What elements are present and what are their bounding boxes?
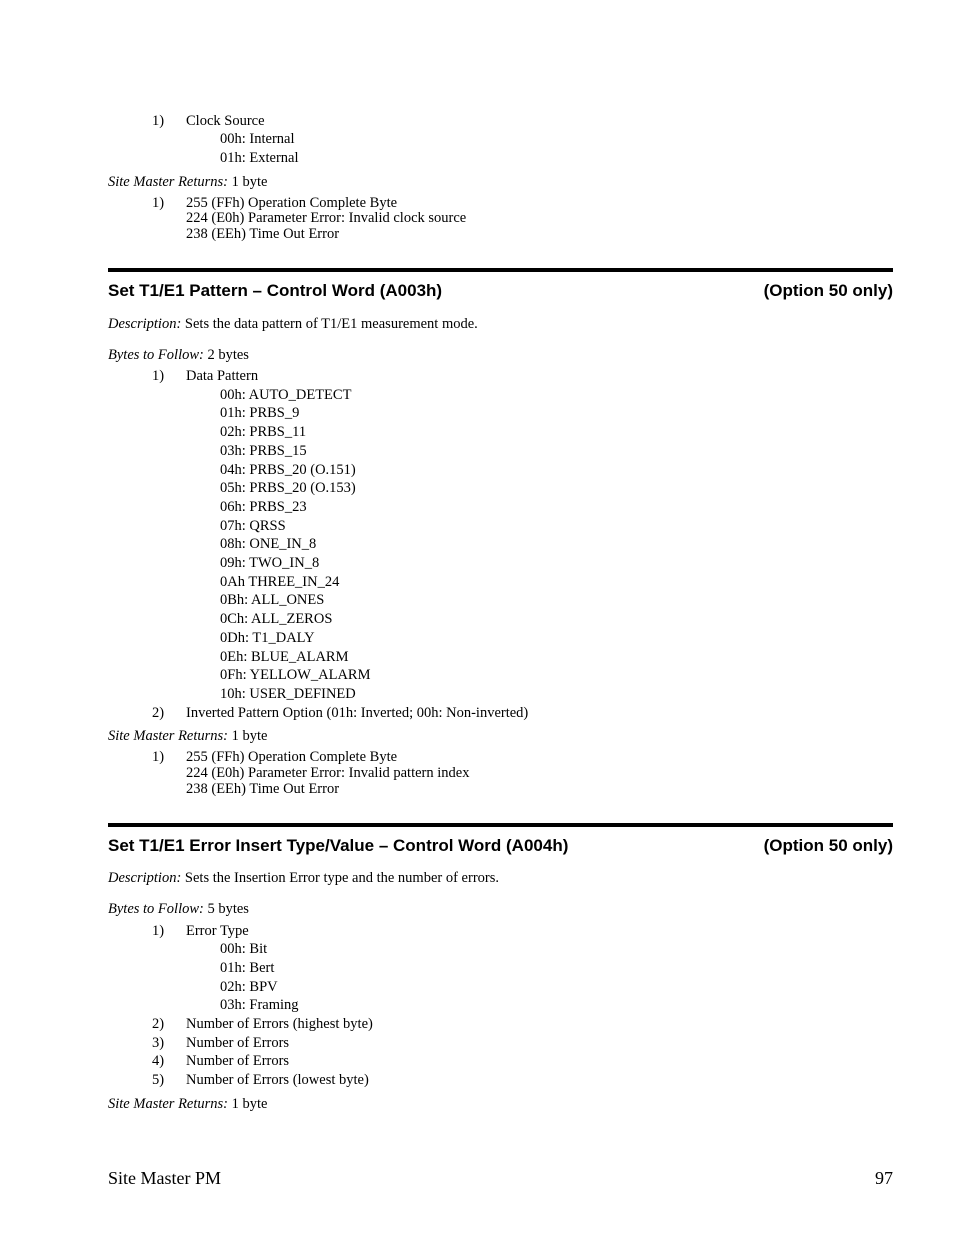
bytes-value: 2 bytes <box>207 347 249 363</box>
list-number: 1) <box>152 113 165 129</box>
param-text: Number of Errors <box>186 1053 290 1069</box>
section-heading <box>108 836 893 856</box>
list-number: 4) <box>152 1053 165 1069</box>
section-rule <box>108 823 893 827</box>
footer-product: Site Master PM <box>108 1168 222 1188</box>
page-number: 97 <box>875 1168 893 1188</box>
returns-value: 1 byte <box>231 728 268 744</box>
option-item: 02h: BPV <box>220 979 278 995</box>
option-item: 01h: PRBS_9 <box>220 405 300 421</box>
bytes-line <box>108 347 249 363</box>
option-item: 03h: Framing <box>220 997 299 1013</box>
bytes-label: Bytes to Follow: <box>108 901 204 917</box>
option-item: 10h: USER_DEFINED <box>220 686 356 702</box>
return-code: 224 (E0h) Parameter Error: Invalid clock source <box>186 210 467 226</box>
option-item: 0Bh: ALL_ONES <box>220 592 325 608</box>
section-option: (Option 50 only) <box>763 281 893 300</box>
returns-label: Site Master Returns: <box>108 174 229 190</box>
option-item: 08h: ONE_IN_8 <box>220 536 317 552</box>
return-code: 238 (EEh) Time Out Error <box>186 226 340 242</box>
returns-value: 1 byte <box>231 174 268 190</box>
section-rule <box>108 268 893 272</box>
option-item: 02h: PRBS_11 <box>220 424 307 440</box>
option-item: 05h: PRBS_20 (O.153) <box>220 480 356 496</box>
option-item: 03h: PRBS_15 <box>220 443 307 459</box>
list-number: 2) <box>152 1016 165 1032</box>
param-text: Data Pattern <box>186 368 259 384</box>
description-label: Description: <box>108 316 182 332</box>
option-item: 04h: PRBS_20 (O.151) <box>220 462 356 478</box>
description-text: Sets the Insertion Error type and the number of errors. <box>184 870 499 886</box>
option-item: 09h: TWO_IN_8 <box>220 555 320 571</box>
bytes-value: 5 bytes <box>207 901 249 917</box>
list-number: 2) <box>152 705 165 721</box>
description-text: Sets the data pattern of T1/E1 measurement mode. <box>184 316 478 332</box>
returns-label: Site Master Returns: <box>108 728 229 744</box>
list-number: 1) <box>152 923 165 939</box>
param-text: Number of Errors <box>186 1035 290 1051</box>
param-text: Number of Errors (highest byte) <box>186 1016 373 1032</box>
return-code: 255 (FFh) Operation Complete Byte <box>186 749 398 765</box>
bytes-line <box>108 901 249 917</box>
option-item: 0Fh: YELLOW_ALARM <box>220 667 371 683</box>
bytes-label: Bytes to Follow: <box>108 347 204 363</box>
option-item: 00h: Bit <box>220 941 268 957</box>
param-text: Inverted Pattern Option (01h: Inverted; 00h: Non-inverted) <box>186 705 529 721</box>
param-text: Error Type <box>186 923 249 939</box>
option-item: 01h: Bert <box>220 960 275 976</box>
description-line <box>108 870 499 886</box>
option-item: 00h: AUTO_DETECT <box>220 387 352 403</box>
section-heading <box>108 281 893 301</box>
list-number: 5) <box>152 1072 165 1088</box>
option-item: 0Dh: T1_DALY <box>220 630 315 646</box>
section-title: Set T1/E1 Pattern – Control Word (A003h) <box>108 281 443 300</box>
returns-line <box>108 174 267 190</box>
list-number: 1) <box>152 195 165 211</box>
option-item: 0Ch: ALL_ZEROS <box>220 611 333 627</box>
param-text: Clock Source <box>186 113 265 129</box>
option-item: 06h: PRBS_23 <box>220 499 307 515</box>
option-item: 0Ah THREE_IN_24 <box>220 574 340 590</box>
option-item: 01h: External <box>220 150 299 166</box>
option-item: 0Eh: BLUE_ALARM <box>220 649 349 665</box>
returns-value: 1 byte <box>231 1096 268 1112</box>
returns-line <box>108 1096 267 1112</box>
section-option: (Option 50 only) <box>763 836 893 855</box>
returns-label: Site Master Returns: <box>108 1096 229 1112</box>
option-item: 00h: Internal <box>220 131 295 147</box>
return-code: 255 (FFh) Operation Complete Byte <box>186 195 398 211</box>
return-code: 238 (EEh) Time Out Error <box>186 781 340 797</box>
param-text: Number of Errors (lowest byte) <box>186 1072 369 1088</box>
description-line <box>108 316 478 332</box>
list-number: 1) <box>152 749 165 765</box>
section-title: Set T1/E1 Error Insert Type/Value – Control Word (A004h) <box>108 836 569 855</box>
return-code: 224 (E0h) Parameter Error: Invalid pattern index <box>186 765 470 781</box>
description-label: Description: <box>108 870 182 886</box>
option-item: 07h: QRSS <box>220 518 286 534</box>
returns-line <box>108 728 267 744</box>
list-number: 3) <box>152 1035 165 1051</box>
list-number: 1) <box>152 368 165 384</box>
